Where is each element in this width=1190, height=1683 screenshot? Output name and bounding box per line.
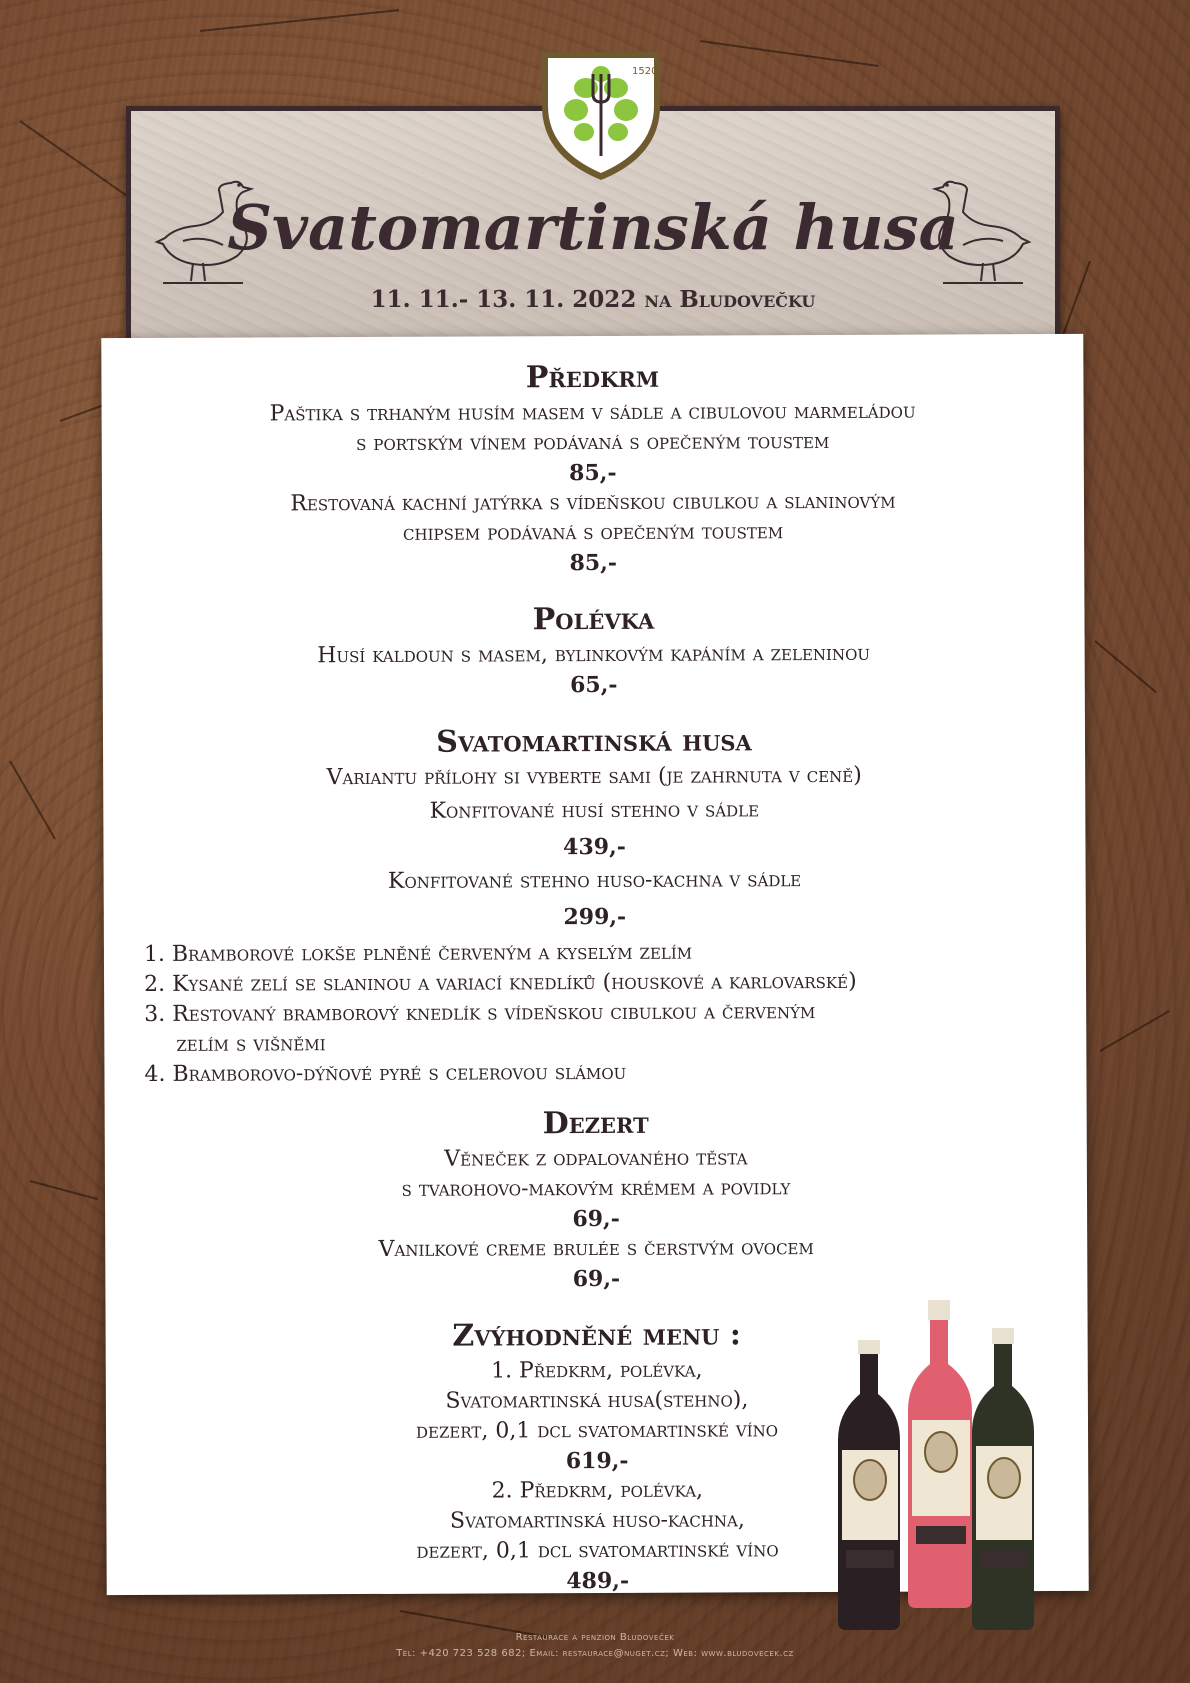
section-main <box>103 720 1087 1090</box>
section-title: Zvýhodněné menu : <box>452 1317 742 1354</box>
menu-item-price: 299,- <box>563 903 627 931</box>
menu-item-price: 439,- <box>563 833 626 861</box>
menu-item-line: Věneček z odpalovaného těsta <box>444 1145 748 1172</box>
side-choice-note: Variantu přílohy si vyberte sami (je zahrnuta v ceně) <box>326 762 862 791</box>
menu-item-line: Konfitované husí stehno v sádle <box>429 797 760 824</box>
red-wine-bottle-icon <box>838 1340 900 1630</box>
menu-item-line: s portským vínem podávaná s opečeným toustem <box>356 428 830 457</box>
menu-item-line: 1. Předkrm, polévka, <box>490 1357 703 1384</box>
side-dish-list <box>104 936 1087 1090</box>
menu-item-line: Konfitované stehno huso-kachna v sádle <box>387 867 802 894</box>
menu-item-line: Husí kaldoun s masem, bylinkovým kapáním a zeleninou <box>317 640 871 669</box>
section-title: Polévka <box>532 601 655 638</box>
section-title: Svatomartinská husa <box>436 723 752 760</box>
restaurant-logo-icon <box>534 44 668 184</box>
menu-item-line: Restovaná kachní jatýrka s vídeňskou cibulkou a slaninovým <box>290 488 896 517</box>
menu-item-price: 69,- <box>572 1205 620 1233</box>
footer-name: Restaurace a penzion Bludoveček <box>515 1632 675 1643</box>
menu-item-price: 69,- <box>572 1265 621 1293</box>
wine-bottles-image <box>836 1300 1046 1640</box>
menu-item-line: Svatomartinská huso-kachna, <box>449 1507 745 1534</box>
section-starter <box>101 356 1084 580</box>
menu-item-line: dezert, 0,1 dcl svatomartinské víno <box>416 1537 779 1564</box>
section-title: Dezert <box>542 1105 649 1142</box>
list-item: 2. Kysané zelí se slaninou a variací knedlíků (houskové a karlovarské) <box>144 968 857 997</box>
menu-item-line: Svatomartinská husa(stehno), <box>445 1387 749 1414</box>
menu-item-price: 85,- <box>569 459 617 487</box>
white-wine-bottle-icon <box>972 1328 1034 1630</box>
list-item: 3. Restovaný bramborový knedlík s vídeňskou cibulkou a červeným <box>144 999 816 1027</box>
event-dates: 11. 11.- 13. 11. 2022 na Bludovečku <box>370 286 816 313</box>
menu-item-price: 489,- <box>566 1567 630 1595</box>
footer-contact: Tel: +420 723 528 682; Email: restaurace@nuget.cz; Web: www.bludovecek.cz <box>396 1648 794 1659</box>
section-soup <box>102 598 1084 702</box>
logo-year: 1520 <box>632 66 658 77</box>
footer <box>0 1630 1190 1662</box>
menu-item-price: 65,- <box>570 671 618 699</box>
menu-item-line: s tvarohovo-makovým krémem a povidly <box>401 1175 791 1202</box>
list-item: 1. Bramborové lokše plněné červeným a kyselým zelím <box>143 939 693 967</box>
menu-item-line: Paštika s trhaným husím masem v sádle a cibulovou marmeládou <box>269 398 916 427</box>
menu-item-price: 85,- <box>569 549 618 577</box>
menu-item-line: dezert, 0,1 dcl svatomartinské víno <box>415 1417 779 1444</box>
page-title: Svatomartinská husa <box>227 191 959 264</box>
menu-item-line: 2. Předkrm, polévka, <box>491 1477 704 1504</box>
rose-wine-bottle-icon <box>908 1300 972 1608</box>
menu-item-line: chipsem podávaná s opečeným toustem <box>402 519 784 546</box>
section-title: Předkrm <box>525 359 660 396</box>
menu-item-line: Vanilkové creme brulée s čerstvým ovocem <box>378 1235 814 1262</box>
section-dessert <box>105 1102 1088 1296</box>
list-item: 4. Bramborovo-dýňové pyré s celerovou slámou <box>144 1059 627 1087</box>
list-item: zelím s višněmi <box>176 1031 326 1057</box>
menu-item-price: 619,- <box>565 1447 629 1475</box>
